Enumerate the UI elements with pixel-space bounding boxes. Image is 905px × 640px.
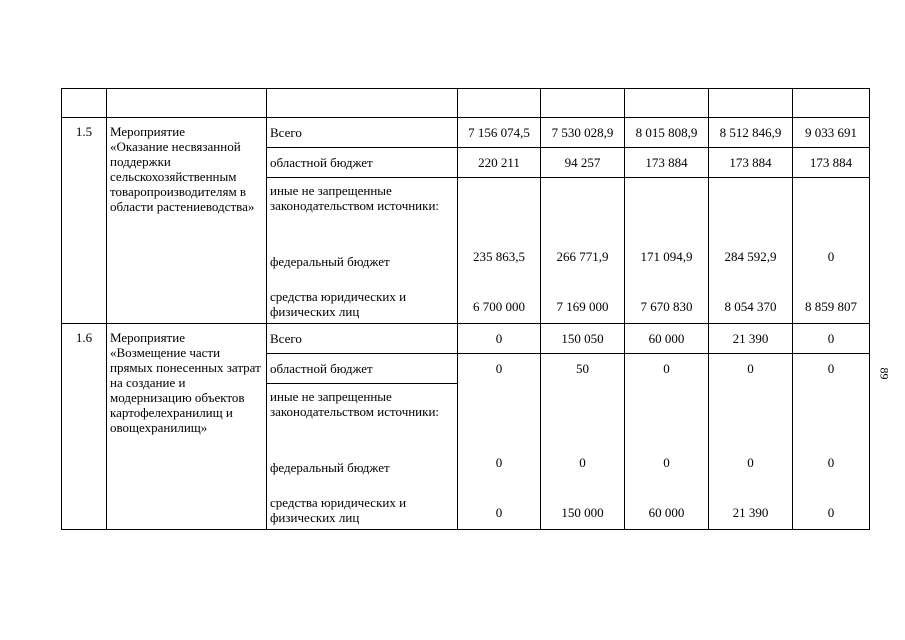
value-cell <box>625 118 709 148</box>
value: 0 <box>495 504 503 520</box>
measure-title-cell <box>107 324 267 530</box>
value: 0 <box>747 454 754 470</box>
header-cell <box>625 89 709 118</box>
value-cell <box>541 118 625 148</box>
value: 8 015 808,9 <box>635 124 698 140</box>
source-label-cell <box>267 384 458 530</box>
table-row <box>62 118 870 148</box>
value-cell <box>625 178 709 324</box>
value: 7 156 074,5 <box>468 124 530 140</box>
value-cell <box>793 148 870 178</box>
value-cell <box>458 178 541 324</box>
value: 150 050 <box>561 330 604 346</box>
value-cell <box>541 148 625 178</box>
value-cell <box>625 148 709 178</box>
value: 50 <box>576 360 589 376</box>
table-row <box>62 324 870 354</box>
header-cell <box>541 89 625 118</box>
value: 0 <box>827 504 835 520</box>
value: 21 390 <box>732 330 769 346</box>
source-label-cell <box>267 118 458 148</box>
item-number-cell <box>62 324 107 530</box>
value: 150 000 <box>561 504 604 520</box>
source-label: Всего <box>270 124 302 140</box>
value-cell <box>709 118 793 148</box>
value-cell <box>458 354 541 384</box>
value: 173 884 <box>809 154 853 170</box>
source-label: областной бюджет <box>270 154 373 170</box>
value-cell <box>793 118 870 148</box>
value-cell <box>541 354 625 384</box>
source-label: Всего <box>270 330 302 346</box>
source-label-cell <box>267 178 458 324</box>
value: 8 859 807 <box>805 299 857 314</box>
value: 284 592,9 <box>724 249 777 264</box>
item-number: 1.5 <box>75 124 93 139</box>
value-cell <box>541 384 625 530</box>
value: 7 169 000 <box>556 299 609 314</box>
value-cell <box>458 148 541 178</box>
value: 0 <box>579 454 586 470</box>
header-cell <box>267 89 458 118</box>
value-cell <box>541 178 625 324</box>
federal-label: федеральный бюджет <box>270 254 390 269</box>
value: 60 000 <box>648 504 685 520</box>
value: 0 <box>495 454 503 470</box>
federal-label: федеральный бюджет <box>270 460 390 475</box>
item-number-cell <box>62 118 107 324</box>
value: 0 <box>827 330 835 346</box>
value-cell <box>541 324 625 354</box>
value: 171 094,9 <box>640 249 693 264</box>
legal-persons-label-line: физических лиц <box>270 304 360 319</box>
header-cell <box>709 89 793 118</box>
value: 94 257 <box>564 154 601 170</box>
value: 266 771,9 <box>556 249 609 264</box>
header-cell <box>793 89 870 118</box>
value-cell <box>793 178 870 324</box>
value-cell <box>793 324 870 354</box>
value-cell <box>625 384 709 530</box>
value-cell <box>793 384 870 530</box>
value: 0 <box>663 360 670 376</box>
value-cell <box>709 384 793 530</box>
measure-title: Мероприятие «Возмещение части прямых понесенных затрат на создание и модернизацию объектов картофелехранилищ и овощехранилищ» <box>110 330 261 435</box>
value: 8 512 846,9 <box>719 124 782 140</box>
value-cell <box>458 384 541 530</box>
measure-title: Мероприятие «Оказание несвязанной поддержки сельскохозяйственным товаропроизводителям в области растениеводства» <box>110 124 255 214</box>
value: 0 <box>827 454 835 470</box>
budget-table <box>61 88 870 530</box>
item-number: 1.6 <box>75 330 93 345</box>
value: 8 054 370 <box>724 299 777 314</box>
legal-persons-label <box>270 481 454 529</box>
page-number: 89 <box>877 367 892 380</box>
header-cell <box>107 89 267 118</box>
legal-persons-label-line: средства юридических и <box>270 495 407 510</box>
value-cell <box>458 118 541 148</box>
legal-persons-label-line: физических лиц <box>270 510 360 525</box>
value: 6 700 000 <box>473 299 525 314</box>
value: 9 033 691 <box>805 124 857 140</box>
other-sources-label: иные не запрещенные законодательством источники: <box>270 389 440 419</box>
value-cell <box>458 324 541 354</box>
value-cell <box>625 324 709 354</box>
value-cell <box>709 324 793 354</box>
source-label: областной бюджет <box>270 360 373 376</box>
legal-persons-label-line: средства юридических и <box>270 289 407 304</box>
value: 220 211 <box>478 154 520 170</box>
value-cell <box>625 354 709 384</box>
value-cell <box>793 354 870 384</box>
value: 0 <box>495 360 503 376</box>
value: 173 884 <box>729 154 772 170</box>
measure-title-cell <box>107 118 267 324</box>
source-label-cell <box>267 354 458 384</box>
value: 21 390 <box>732 504 769 520</box>
value: 0 <box>663 454 670 470</box>
value: 0 <box>747 360 754 376</box>
value: 0 <box>827 360 835 376</box>
value: 0 <box>827 249 835 264</box>
source-label-cell <box>267 148 458 178</box>
value: 0 <box>495 330 503 346</box>
header-cell <box>62 89 107 118</box>
value: 60 000 <box>648 330 685 346</box>
source-label-cell <box>267 324 458 354</box>
value: 235 863,5 <box>473 249 525 264</box>
legal-persons-label <box>270 275 454 323</box>
value-cell <box>709 354 793 384</box>
value: 7 670 830 <box>640 299 693 314</box>
value-cell <box>709 148 793 178</box>
value: 7 530 028,9 <box>551 124 614 140</box>
other-sources-label: иные не запрещенные законодательством источники: <box>270 183 440 213</box>
header-cell <box>458 89 541 118</box>
header-row <box>62 89 870 118</box>
value: 173 884 <box>645 154 688 170</box>
value-cell <box>709 178 793 324</box>
